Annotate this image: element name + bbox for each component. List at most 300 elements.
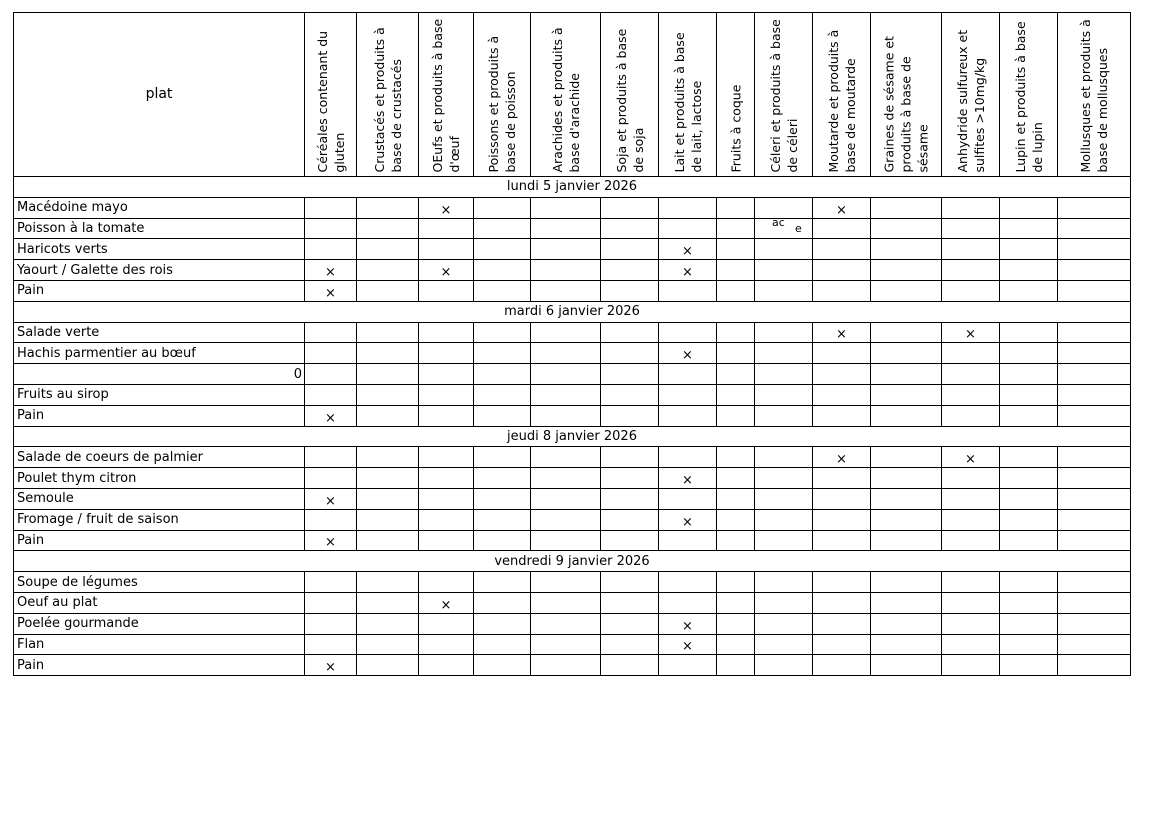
allergen-cell bbox=[942, 488, 1000, 509]
allergen-cell bbox=[1000, 613, 1058, 634]
allergen-cell bbox=[942, 530, 1000, 551]
allergen-cell bbox=[755, 613, 813, 634]
allergen-cell bbox=[1058, 468, 1131, 489]
allergen-cell bbox=[474, 634, 531, 655]
allergen-cell bbox=[1000, 197, 1058, 218]
allergen-cell bbox=[357, 239, 419, 260]
allergen-cell bbox=[1000, 280, 1058, 301]
allergen-cell bbox=[755, 592, 813, 613]
allergen-cell bbox=[601, 655, 659, 676]
allergen-mark: × bbox=[419, 260, 474, 281]
allergen-header bbox=[419, 13, 474, 177]
dish-row bbox=[14, 322, 1131, 343]
allergen-header-label: Fruits à coque bbox=[728, 84, 743, 172]
allergen-cell bbox=[601, 218, 659, 239]
allergen-cell bbox=[1058, 218, 1131, 239]
allergen-header-label: Moutarde et produits à base de moutarde bbox=[825, 29, 858, 172]
day-label: lundi 5 janvier 2026 bbox=[14, 177, 1131, 198]
allergen-cell bbox=[357, 405, 419, 426]
allergen-cell bbox=[1058, 260, 1131, 281]
allergen-mark: × bbox=[659, 634, 717, 655]
allergen-cell bbox=[755, 447, 813, 468]
allergen-cell bbox=[357, 447, 419, 468]
allergen-cell bbox=[601, 488, 659, 509]
allergen-cell bbox=[357, 655, 419, 676]
dish-row bbox=[14, 218, 1131, 239]
allergen-mark: × bbox=[419, 592, 474, 613]
allergen-header-label: Lupin et produits à base de lupin bbox=[1012, 20, 1045, 172]
allergen-cell bbox=[717, 634, 755, 655]
allergen-cell bbox=[1058, 634, 1131, 655]
allergen-mark: × bbox=[659, 343, 717, 364]
allergen-cell bbox=[357, 592, 419, 613]
allergen-cell bbox=[1000, 447, 1058, 468]
allergen-cell bbox=[531, 530, 601, 551]
allergen-cell bbox=[531, 197, 601, 218]
allergen-cell bbox=[305, 218, 357, 239]
allergen-cell bbox=[813, 239, 871, 260]
allergen-cell bbox=[871, 509, 942, 530]
allergen-cell bbox=[871, 592, 942, 613]
allergen-cell bbox=[755, 405, 813, 426]
allergen-cell bbox=[601, 509, 659, 530]
allergen-cell bbox=[1000, 468, 1058, 489]
allergen-cell bbox=[305, 364, 357, 385]
allergen-cell bbox=[1000, 405, 1058, 426]
dish-row bbox=[14, 592, 1131, 613]
allergen-cell bbox=[813, 488, 871, 509]
allergen-cell bbox=[1000, 364, 1058, 385]
allergen-header-label: Céleri et produits à base de céleri bbox=[767, 18, 800, 172]
allergen-cell bbox=[474, 488, 531, 509]
allergen-cell bbox=[813, 613, 871, 634]
allergen-cell bbox=[717, 405, 755, 426]
dish-row bbox=[14, 197, 1131, 218]
allergen-cell bbox=[474, 239, 531, 260]
allergen-cell bbox=[531, 634, 601, 655]
allergen-cell bbox=[474, 218, 531, 239]
allergen-cell bbox=[755, 655, 813, 676]
allergen-cell bbox=[942, 468, 1000, 489]
allergen-cell bbox=[717, 509, 755, 530]
allergen-mark: × bbox=[942, 447, 1000, 468]
dish-name: Pain bbox=[14, 405, 305, 426]
allergen-cell bbox=[813, 260, 871, 281]
allergen-cell bbox=[659, 572, 717, 593]
allergen-cell bbox=[871, 488, 942, 509]
allergen-mark: × bbox=[305, 530, 357, 551]
allergen-mark: × bbox=[305, 260, 357, 281]
allergen-cell bbox=[1000, 488, 1058, 509]
allergen-cell bbox=[717, 260, 755, 281]
allergen-cell bbox=[1000, 572, 1058, 593]
allergen-cell bbox=[1058, 384, 1131, 405]
day-label: jeudi 8 janvier 2026 bbox=[14, 426, 1131, 447]
allergen-cell bbox=[474, 530, 531, 551]
allergen-cell bbox=[755, 364, 813, 385]
allergen-cell bbox=[357, 197, 419, 218]
dish-row bbox=[14, 384, 1131, 405]
allergen-cell bbox=[474, 260, 531, 281]
allergen-cell bbox=[305, 634, 357, 655]
allergen-cell bbox=[1000, 260, 1058, 281]
allergen-mark: × bbox=[419, 197, 474, 218]
allergen-mark: × bbox=[659, 613, 717, 634]
dish-name: Pain bbox=[14, 530, 305, 551]
dish-name: Macédoine mayo bbox=[14, 197, 305, 218]
allergen-cell bbox=[419, 384, 474, 405]
dish-row bbox=[14, 364, 1131, 385]
allergen-mark: × bbox=[305, 280, 357, 301]
allergen-cell bbox=[419, 468, 474, 489]
allergen-cell bbox=[755, 197, 813, 218]
allergen-cell bbox=[813, 384, 871, 405]
allergen-cell bbox=[305, 613, 357, 634]
allergen-cell bbox=[531, 322, 601, 343]
allergen-cell bbox=[601, 322, 659, 343]
dish-name: Semoule bbox=[14, 488, 305, 509]
allergen-cell bbox=[1058, 447, 1131, 468]
allergen-cell bbox=[1058, 530, 1131, 551]
dish-row bbox=[14, 530, 1131, 551]
allergen-cell bbox=[871, 364, 942, 385]
allergen-cell bbox=[601, 405, 659, 426]
allergen-cell bbox=[601, 634, 659, 655]
allergen-header-label: OEufs et produits à base d'œuf bbox=[430, 18, 462, 172]
allergen-header bbox=[871, 13, 942, 177]
dish-name: Hachis parmentier au bœuf bbox=[14, 343, 305, 364]
allergen-header-label: Mollusques et produits à base de mollusques bbox=[1078, 18, 1110, 172]
allergen-cell bbox=[813, 634, 871, 655]
allergen-cell bbox=[942, 364, 1000, 385]
allergen-cell bbox=[717, 655, 755, 676]
dish-name: 0 bbox=[14, 364, 305, 385]
allergen-cell bbox=[717, 218, 755, 239]
allergen-cell bbox=[305, 468, 357, 489]
allergen-cell bbox=[1058, 343, 1131, 364]
allergen-header-label: Anhydride sulfureux et sulfites >10mg/kg bbox=[954, 29, 987, 172]
allergen-cell bbox=[871, 447, 942, 468]
allergen-cell bbox=[871, 322, 942, 343]
allergen-cell bbox=[1000, 322, 1058, 343]
day-row bbox=[14, 426, 1131, 447]
allergen-cell bbox=[871, 384, 942, 405]
allergen-cell bbox=[813, 405, 871, 426]
allergen-cell bbox=[1058, 364, 1131, 385]
allergen-cell bbox=[1000, 239, 1058, 260]
allergen-cell bbox=[942, 634, 1000, 655]
allergen-cell bbox=[357, 260, 419, 281]
allergen-cell bbox=[871, 218, 942, 239]
allergen-cell bbox=[474, 197, 531, 218]
allergen-mark: × bbox=[659, 260, 717, 281]
allergen-cell bbox=[942, 343, 1000, 364]
allergen-cell bbox=[305, 509, 357, 530]
allergen-header-label: Arachides et produits à base d'arachide bbox=[549, 26, 582, 172]
allergen-cell bbox=[813, 468, 871, 489]
allergen-cell bbox=[474, 655, 531, 676]
dish-row bbox=[14, 343, 1131, 364]
allergen-cell bbox=[601, 530, 659, 551]
allergen-cell bbox=[531, 468, 601, 489]
allergen-cell bbox=[474, 572, 531, 593]
allergen-header-label: Soja et produits à base de soja bbox=[613, 28, 646, 172]
allergen-cell bbox=[601, 260, 659, 281]
allergen-cell bbox=[419, 280, 474, 301]
allergen-cell bbox=[813, 364, 871, 385]
allergen-cell bbox=[717, 468, 755, 489]
allergen-cell bbox=[813, 343, 871, 364]
allergen-cell bbox=[755, 384, 813, 405]
allergen-cell bbox=[305, 343, 357, 364]
allergen-mark: × bbox=[659, 509, 717, 530]
allergen-cell bbox=[305, 239, 357, 260]
allergen-cell bbox=[601, 468, 659, 489]
allergen-cell bbox=[601, 364, 659, 385]
allergen-cell bbox=[942, 384, 1000, 405]
dish-name: Pain bbox=[14, 280, 305, 301]
allergen-cell bbox=[474, 468, 531, 489]
allergen-cell bbox=[813, 572, 871, 593]
allergen-cell bbox=[357, 613, 419, 634]
allergen-cell bbox=[871, 468, 942, 489]
allergen-cell bbox=[531, 405, 601, 426]
allergen-cell bbox=[419, 405, 474, 426]
allergen-cell bbox=[531, 280, 601, 301]
allergen-header bbox=[601, 13, 659, 177]
allergen-cell bbox=[755, 239, 813, 260]
allergen-header bbox=[717, 13, 755, 177]
allergen-cell bbox=[531, 260, 601, 281]
dish-name: Fruits au sirop bbox=[14, 384, 305, 405]
allergen-cell bbox=[601, 592, 659, 613]
allergen-cell bbox=[717, 384, 755, 405]
allergen-cell bbox=[1000, 655, 1058, 676]
allergen-cell bbox=[942, 572, 1000, 593]
allergen-cell bbox=[1000, 592, 1058, 613]
allergen-cell bbox=[357, 343, 419, 364]
text-fragment: e bbox=[795, 221, 802, 235]
allergen-cell bbox=[1000, 218, 1058, 239]
allergen-cell bbox=[659, 384, 717, 405]
allergen-cell bbox=[755, 280, 813, 301]
dish-name: Poulet thym citron bbox=[14, 468, 305, 489]
allergen-cell bbox=[871, 634, 942, 655]
allergen-cell bbox=[813, 592, 871, 613]
dish-name: Soupe de légumes bbox=[14, 572, 305, 593]
text-fragment: ac bbox=[772, 218, 785, 229]
allergen-cell bbox=[871, 613, 942, 634]
allergen-cell bbox=[755, 322, 813, 343]
allergen-mark: × bbox=[813, 197, 871, 218]
allergen-cell bbox=[419, 634, 474, 655]
allergen-header bbox=[474, 13, 531, 177]
allergen-cell bbox=[474, 364, 531, 385]
allergen-cell bbox=[717, 280, 755, 301]
dish-row bbox=[14, 613, 1131, 634]
dish-row bbox=[14, 447, 1131, 468]
allergen-cell bbox=[755, 509, 813, 530]
allergen-cell bbox=[601, 447, 659, 468]
allergen-cell bbox=[871, 239, 942, 260]
allergen-cell bbox=[717, 572, 755, 593]
allergen-cell bbox=[531, 613, 601, 634]
allergen-cell bbox=[601, 613, 659, 634]
allergen-cell bbox=[474, 280, 531, 301]
allergen-cell bbox=[717, 322, 755, 343]
allergen-cell bbox=[531, 239, 601, 260]
allergen-cell bbox=[871, 343, 942, 364]
allergen-cell bbox=[942, 509, 1000, 530]
allergen-header-label: Céréales contenant du gluten bbox=[314, 30, 347, 172]
dish-name: Fromage / fruit de saison bbox=[14, 509, 305, 530]
dish-row bbox=[14, 655, 1131, 676]
allergen-cell bbox=[717, 613, 755, 634]
allergen-cell bbox=[474, 384, 531, 405]
allergen-cell bbox=[357, 280, 419, 301]
allergen-cell bbox=[474, 447, 531, 468]
allergen-cell bbox=[305, 592, 357, 613]
allergen-cell bbox=[419, 572, 474, 593]
allergen-cell bbox=[755, 343, 813, 364]
allergen-cell bbox=[531, 592, 601, 613]
allergen-cell bbox=[717, 364, 755, 385]
allergen-cell bbox=[942, 405, 1000, 426]
header-row bbox=[14, 13, 1131, 177]
allergen-cell bbox=[942, 280, 1000, 301]
dish-name: Haricots verts bbox=[14, 239, 305, 260]
allergen-cell bbox=[531, 364, 601, 385]
dish-name: Pain bbox=[14, 655, 305, 676]
allergen-cell bbox=[659, 218, 717, 239]
allergen-cell bbox=[601, 280, 659, 301]
dish-row bbox=[14, 239, 1131, 260]
allergen-cell bbox=[531, 218, 601, 239]
allergen-cell bbox=[419, 364, 474, 385]
allergen-cell bbox=[813, 530, 871, 551]
allergen-cell bbox=[717, 239, 755, 260]
allergen-cell bbox=[813, 509, 871, 530]
allergen-cell bbox=[419, 447, 474, 468]
allergen-cell bbox=[531, 447, 601, 468]
allergen-table bbox=[13, 12, 1131, 676]
allergen-header bbox=[1058, 13, 1131, 177]
allergen-cell bbox=[531, 488, 601, 509]
allergen-cell bbox=[942, 613, 1000, 634]
allergen-cell bbox=[1058, 239, 1131, 260]
allergen-cell bbox=[305, 384, 357, 405]
allergen-cell bbox=[1058, 197, 1131, 218]
allergen-cell bbox=[1058, 572, 1131, 593]
allergen-header bbox=[755, 13, 813, 177]
allergen-mark: × bbox=[659, 468, 717, 489]
dish-row bbox=[14, 488, 1131, 509]
allergen-cell bbox=[1058, 655, 1131, 676]
allergen-cell bbox=[871, 655, 942, 676]
allergen-cell bbox=[601, 384, 659, 405]
allergen-cell bbox=[419, 239, 474, 260]
allergen-cell bbox=[942, 239, 1000, 260]
dish-name: Salade verte bbox=[14, 322, 305, 343]
allergen-cell bbox=[659, 447, 717, 468]
allergen-cell bbox=[474, 509, 531, 530]
allergen-cell bbox=[531, 655, 601, 676]
allergen-cell bbox=[942, 218, 1000, 239]
allergen-cell bbox=[942, 260, 1000, 281]
allergen-cell bbox=[755, 468, 813, 489]
allergen-cell bbox=[305, 322, 357, 343]
allergen-cell bbox=[1058, 613, 1131, 634]
dish-name: Oeuf au plat bbox=[14, 592, 305, 613]
allergen-mark: × bbox=[659, 239, 717, 260]
allergen-cell bbox=[755, 530, 813, 551]
plat-header: plat bbox=[14, 13, 305, 177]
allergen-cell bbox=[305, 197, 357, 218]
allergen-cell bbox=[305, 447, 357, 468]
allergen-header bbox=[813, 13, 871, 177]
allergen-header-label: Poissons et produits à base de poisson bbox=[486, 35, 518, 172]
allergen-cell bbox=[659, 197, 717, 218]
allergen-cell bbox=[1058, 405, 1131, 426]
allergen-cell bbox=[717, 447, 755, 468]
allergen-cell bbox=[659, 364, 717, 385]
allergen-cell bbox=[419, 343, 474, 364]
allergen-cell bbox=[357, 572, 419, 593]
day-row bbox=[14, 301, 1131, 322]
allergen-header-label: Graines de sésame et produits à base de sésame bbox=[881, 35, 931, 172]
allergen-cell bbox=[419, 488, 474, 509]
allergen-cell bbox=[942, 197, 1000, 218]
allergen-header bbox=[531, 13, 601, 177]
allergen-cell bbox=[601, 572, 659, 593]
dish-name: Poelée gourmande bbox=[14, 613, 305, 634]
allergen-header bbox=[305, 13, 357, 177]
allergen-cell bbox=[531, 572, 601, 593]
allergen-cell bbox=[813, 655, 871, 676]
allergen-cell bbox=[659, 405, 717, 426]
allergen-cell bbox=[474, 322, 531, 343]
dish-row bbox=[14, 509, 1131, 530]
allergen-cell bbox=[1000, 530, 1058, 551]
allergen-cell bbox=[717, 197, 755, 218]
allergen-cell bbox=[357, 322, 419, 343]
day-label: vendredi 9 janvier 2026 bbox=[14, 551, 1131, 572]
allergen-cell bbox=[601, 343, 659, 364]
allergen-cell bbox=[305, 572, 357, 593]
allergen-cell bbox=[755, 634, 813, 655]
dish-row bbox=[14, 260, 1131, 281]
allergen-cell bbox=[1058, 280, 1131, 301]
allergen-mark: × bbox=[942, 322, 1000, 343]
allergen-cell bbox=[1000, 634, 1058, 655]
allergen-header bbox=[659, 13, 717, 177]
allergen-cell bbox=[531, 509, 601, 530]
allergen-mark: × bbox=[813, 447, 871, 468]
allergen-cell bbox=[717, 343, 755, 364]
allergen-cell bbox=[1058, 488, 1131, 509]
allergen-header-label: Crustacés et produits à base de crustacés bbox=[371, 26, 404, 172]
allergen-cell bbox=[419, 530, 474, 551]
allergen-cell bbox=[1058, 592, 1131, 613]
allergen-header bbox=[1000, 13, 1058, 177]
allergen-header bbox=[942, 13, 1000, 177]
allergen-cell bbox=[419, 322, 474, 343]
day-row bbox=[14, 551, 1131, 572]
allergen-cell bbox=[717, 592, 755, 613]
dish-row bbox=[14, 405, 1131, 426]
allergen-cell bbox=[419, 509, 474, 530]
allergen-cell bbox=[942, 655, 1000, 676]
